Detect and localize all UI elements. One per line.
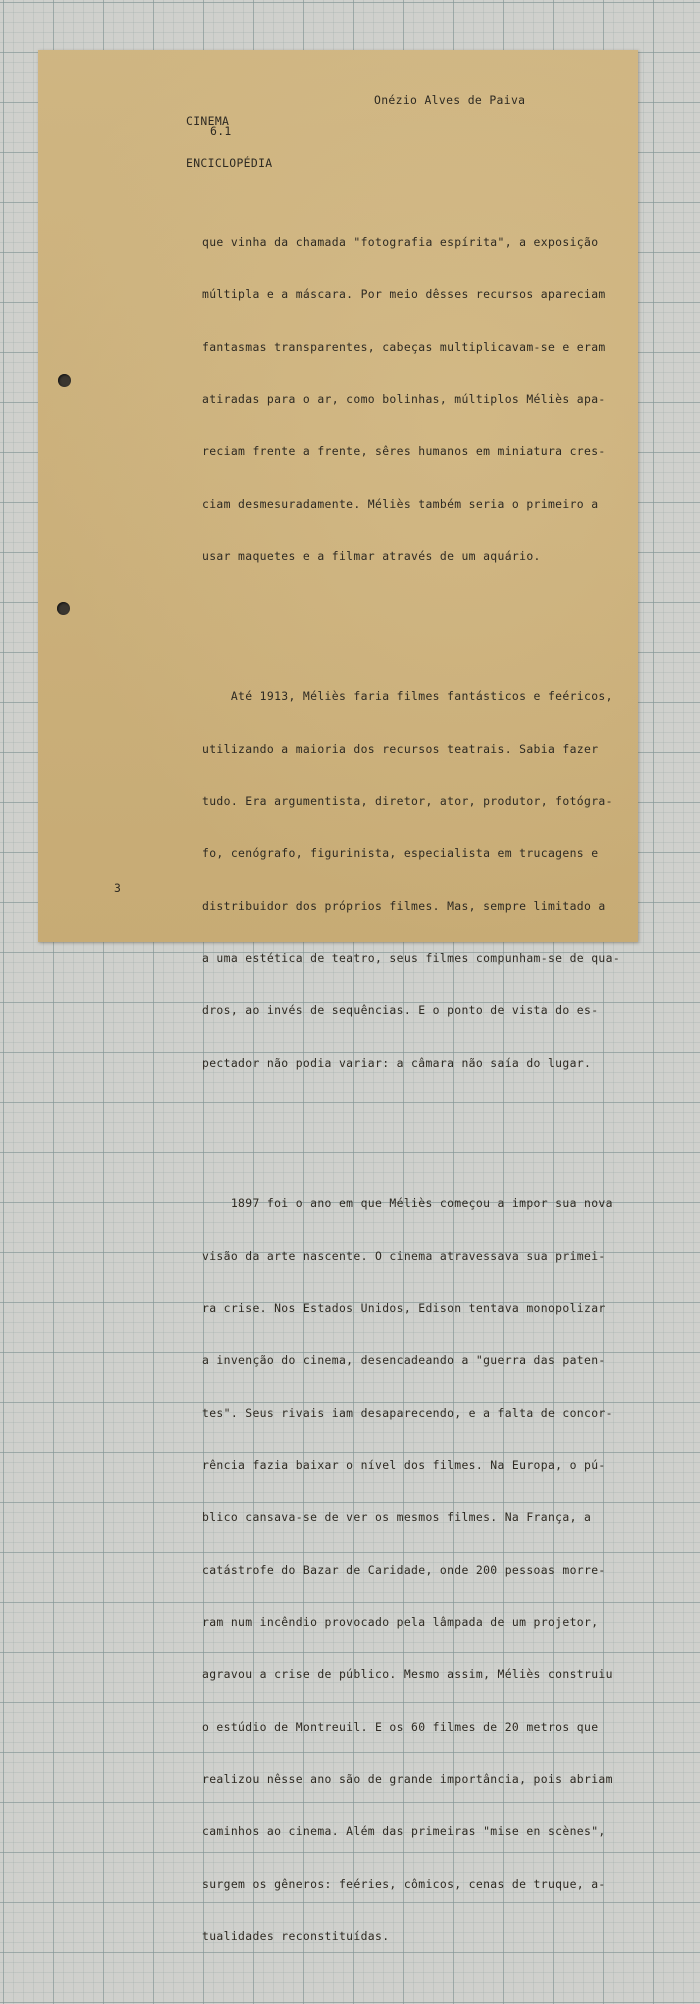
text-line: fantasmas transparentes, cabeças multiplicavam-se e eram bbox=[202, 339, 606, 354]
binder-hole-upper bbox=[58, 374, 71, 387]
paragraph-gap bbox=[202, 1131, 632, 1135]
text-line: dros, ao invés de sequências. E o ponto de vista do es- bbox=[202, 1003, 599, 1018]
text-line: a uma estética de teatro, seus filmes compunham-se de qua- bbox=[202, 951, 621, 966]
text-line: 1897 foi o ano em que Méliès começou a impor sua nova bbox=[202, 1196, 613, 1211]
text-line: rência fazia baixar o nível dos filmes. Na Europa, o pú- bbox=[202, 1457, 606, 1472]
text-line: surgem os gêneros: feéries, cômicos, cenas de truque, a- bbox=[202, 1876, 606, 1891]
text-line: ram num incêndio provocado pela lâmpada de um projetor, bbox=[202, 1614, 599, 1629]
text-line: o estúdio de Montreuil. E os 60 filmes de 20 metros que bbox=[202, 1719, 599, 1734]
text-line: usar maquetes e a filmar através de um aquário. bbox=[202, 549, 541, 564]
text-line: utilizando a maioria dos recursos teatrais. Sabia fazer bbox=[202, 741, 599, 756]
body-text bbox=[202, 174, 632, 2004]
text-line: Até 1913, Méliès faria filmes fantásticos e feéricos, bbox=[202, 689, 613, 704]
text-line: tudo. Era argumentista, diretor, ator, produtor, fotógra- bbox=[202, 794, 613, 809]
text-line: caminhos ao cinema. Além das primeiras "mise en scènes", bbox=[202, 1824, 606, 1839]
publication-subtitle: ENCICLOPÉDIA bbox=[186, 156, 273, 170]
text-line: agravou a crise de público. Mesmo assim, Méliès construiu bbox=[202, 1667, 613, 1682]
text-line: fo, cenógrafo, figurinista, especialista em trucagens e bbox=[202, 846, 599, 861]
text-line: realizou nêsse ano são de grande importância, pois abriam bbox=[202, 1771, 613, 1786]
text-line: reciam frente a frente, sêres humanos em miniatura cres- bbox=[202, 444, 606, 459]
text-line: tualidades reconstituídas. bbox=[202, 1928, 390, 1943]
text-line: blico cansava-se de ver os mesmos filmes. Na França, a bbox=[202, 1510, 592, 1525]
publication-title: CINEMA bbox=[186, 114, 230, 128]
text-line: múltipla e a máscara. Por meio dêsses recursos apareciam bbox=[202, 287, 606, 302]
text-line: catástrofe do Bazar de Caridade, onde 200 pessoas morre- bbox=[202, 1562, 606, 1577]
paragraph bbox=[202, 1163, 632, 1976]
section-number: 6.1 bbox=[210, 124, 232, 138]
text-line: distribuidor dos próprios filmes. Mas, sempre limitado a bbox=[202, 898, 606, 913]
text-line: que vinha da chamada "fotografia espírita", a exposição bbox=[202, 235, 599, 249]
typewritten-page bbox=[38, 50, 638, 1943]
text-line: a invenção do cinema, desencadeando a "guerra das paten- bbox=[202, 1353, 606, 1368]
text-line: atiradas para o ar, como bolinhas, múltiplos Méliès apa- bbox=[202, 392, 606, 407]
author-name: Onézio Alves de Paiva bbox=[374, 93, 526, 107]
paragraph bbox=[202, 656, 632, 1103]
paragraph-gap bbox=[202, 624, 632, 628]
text-line: ciam desmesuradamente. Méliès também seria o primeiro a bbox=[202, 496, 599, 511]
text-line: pectador não podia variar: a câmara não saía do lugar. bbox=[202, 1055, 592, 1070]
page-number: 3 bbox=[114, 881, 122, 895]
text-line: ra crise. Nos Estados Unidos, Edison tentava monopolizar bbox=[202, 1300, 606, 1315]
paragraph bbox=[202, 202, 632, 596]
text-line: visão da arte nascente. O cinema atravessava sua primei- bbox=[202, 1248, 606, 1263]
text-line: tes". Seus rivais iam desaparecendo, e a falta de concor- bbox=[202, 1405, 613, 1420]
binder-hole-lower bbox=[57, 602, 70, 615]
